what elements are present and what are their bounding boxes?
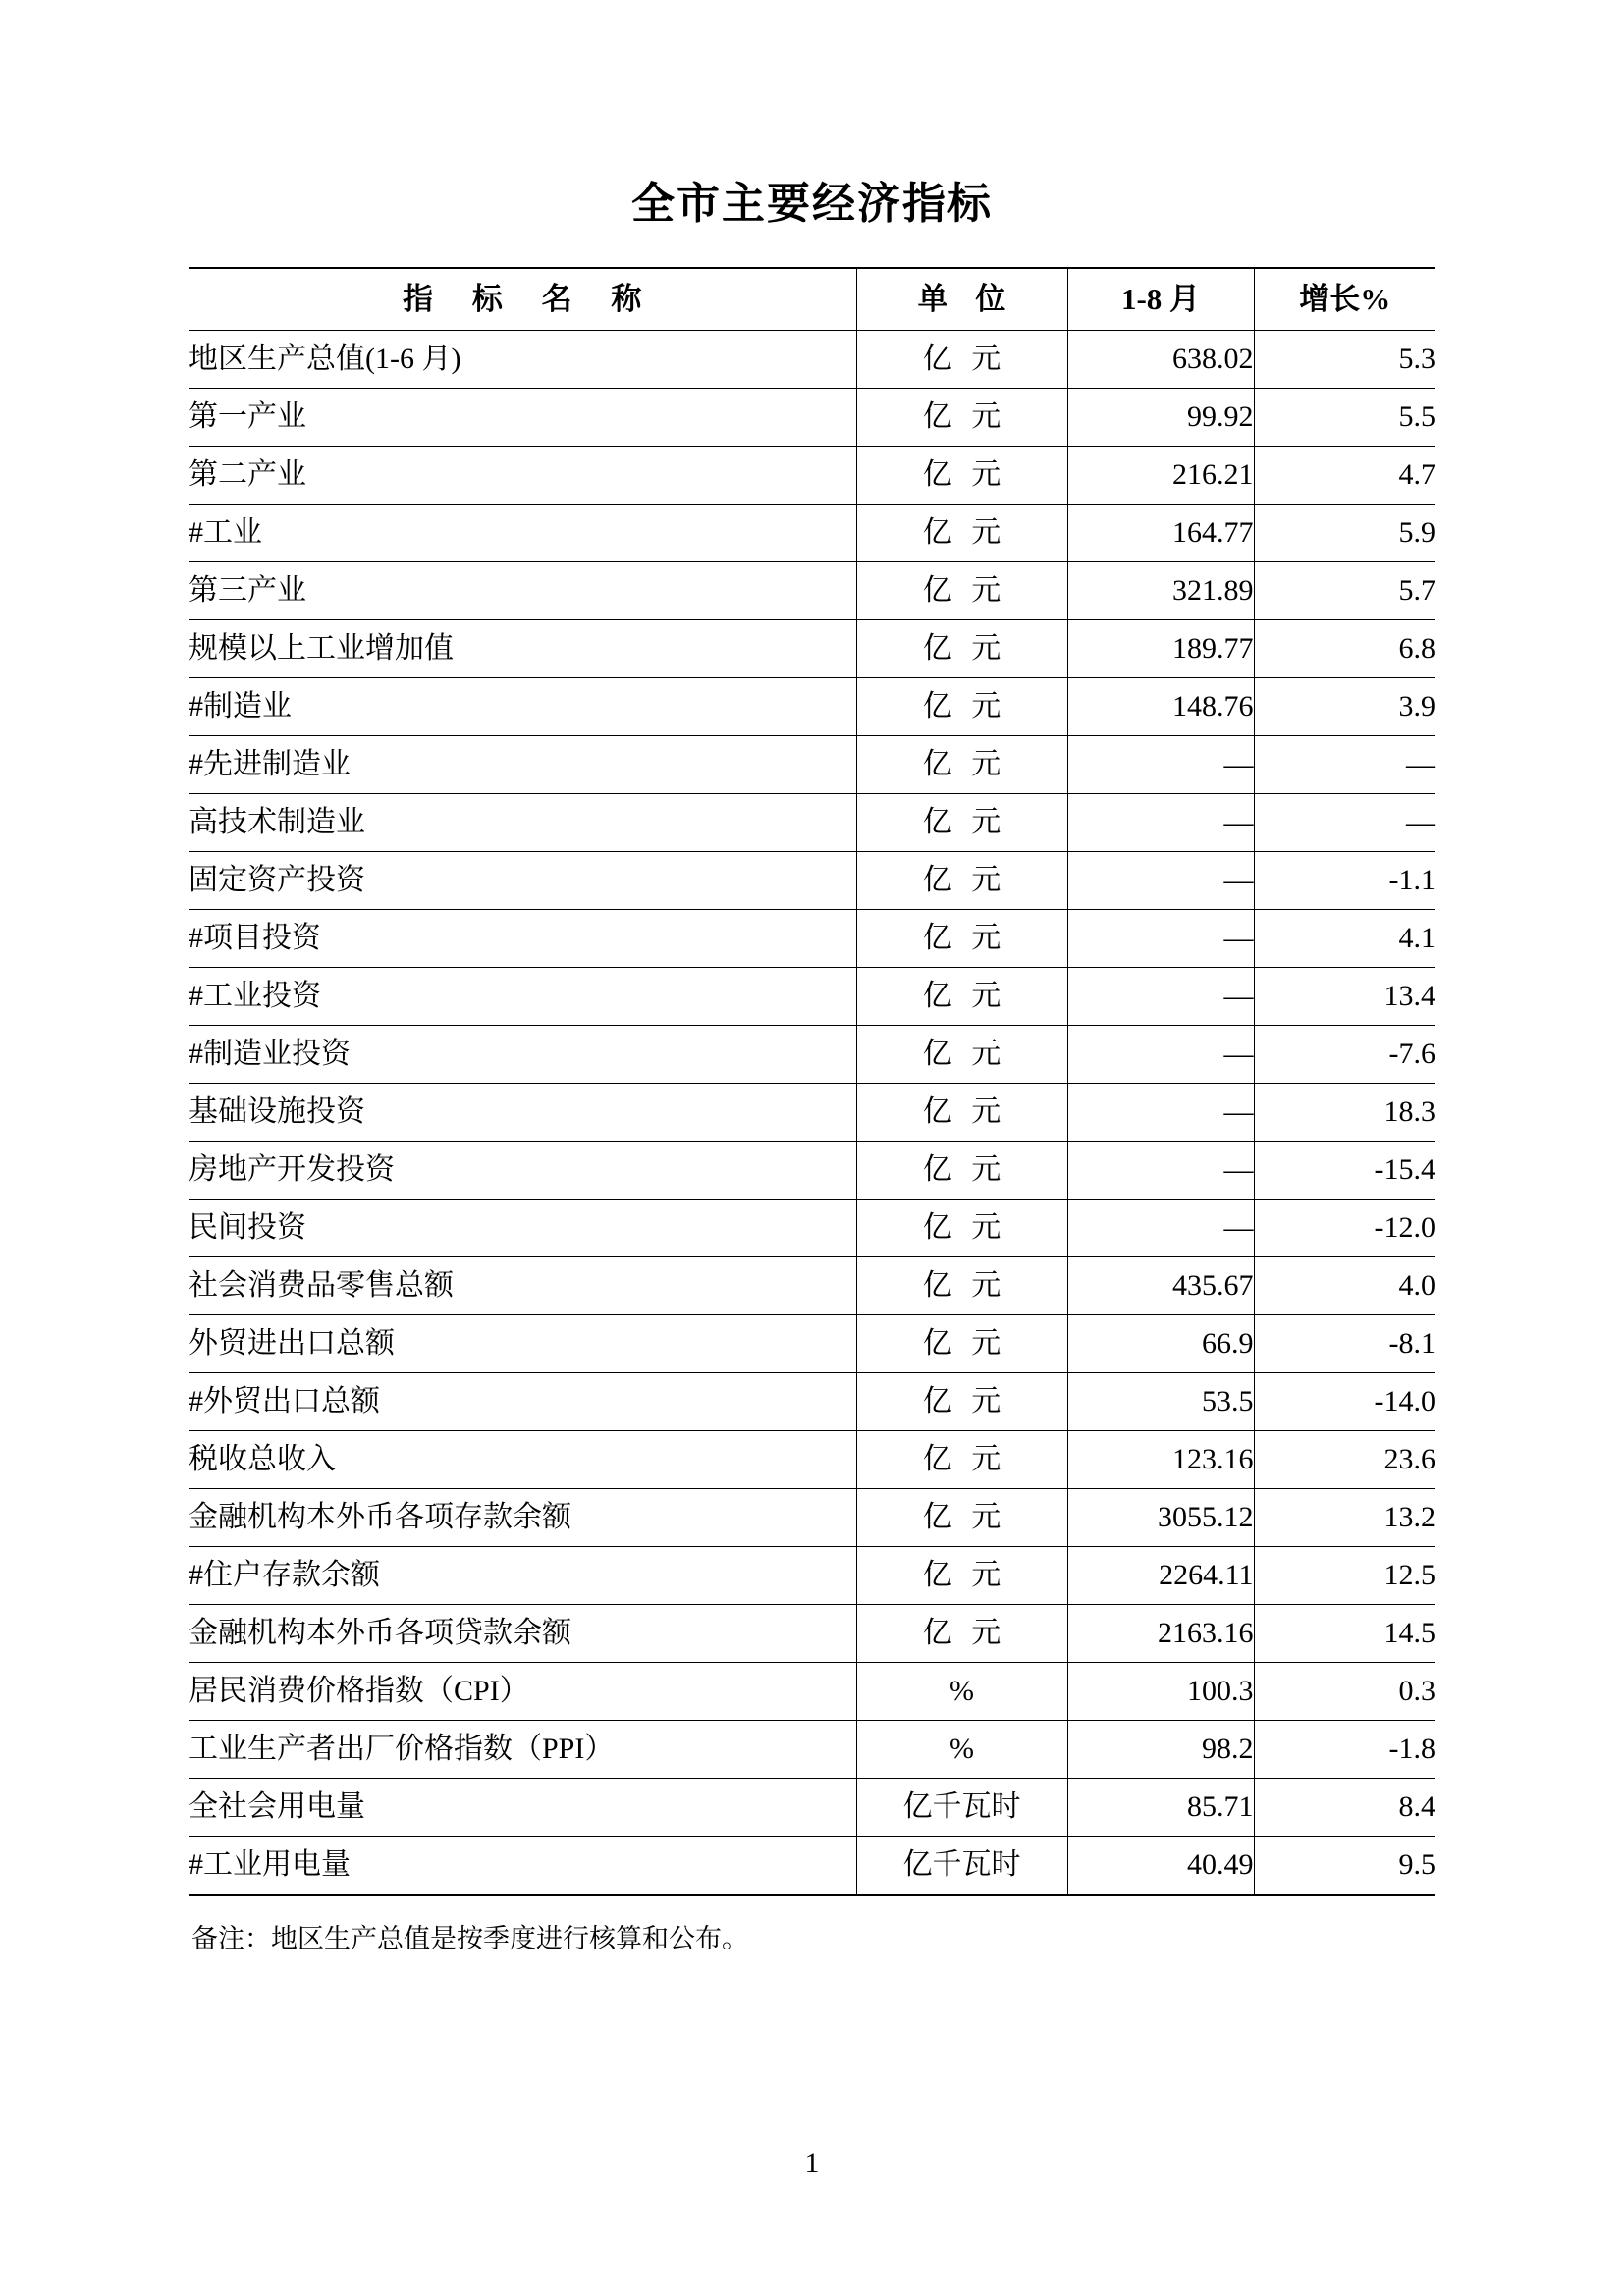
table-row — [189, 561, 1435, 619]
table-row — [189, 1256, 1435, 1314]
table-row — [189, 793, 1435, 851]
table-row — [189, 1720, 1435, 1778]
indicator-name: #先进制造业 — [189, 735, 856, 793]
indicator-value: 66.9 — [1067, 1314, 1254, 1372]
indicator-value: 85.71 — [1067, 1778, 1254, 1836]
indicator-name: 地区生产总值(1-6 月) — [189, 330, 856, 388]
indicator-unit: 亿 元 — [856, 1372, 1067, 1430]
table-note: 备注：地区生产总值是按季度进行核算和公布。 — [191, 1923, 748, 1953]
indicator-unit: 亿 元 — [856, 1199, 1067, 1256]
indicator-growth: 13.4 — [1254, 967, 1435, 1025]
indicator-growth: 4.1 — [1254, 909, 1435, 967]
indicator-growth: -1.8 — [1254, 1720, 1435, 1778]
indicator-growth: 23.6 — [1254, 1430, 1435, 1488]
indicator-value: 148.76 — [1067, 677, 1254, 735]
indicator-name: 固定资产投资 — [189, 851, 856, 909]
indicator-unit: 亿 元 — [856, 388, 1067, 446]
indicator-value: 321.89 — [1067, 561, 1254, 619]
table-row — [189, 967, 1435, 1025]
table-row — [189, 1199, 1435, 1256]
indicator-unit: 亿 元 — [856, 330, 1067, 388]
indicator-name: 高技术制造业 — [189, 793, 856, 851]
table-row — [189, 1025, 1435, 1083]
indicator-value: 53.5 — [1067, 1372, 1254, 1430]
indicator-name: 房地产开发投资 — [189, 1141, 856, 1199]
indicator-value: 40.49 — [1067, 1836, 1254, 1895]
indicator-unit: 亿 元 — [856, 909, 1067, 967]
indicator-unit: 亿 元 — [856, 735, 1067, 793]
indicator-unit: 亿 元 — [856, 1141, 1067, 1199]
table-row — [189, 851, 1435, 909]
indicator-growth: — — [1254, 793, 1435, 851]
indicator-growth: 18.3 — [1254, 1083, 1435, 1141]
column-header-indicator-name: 指 标 名 称 — [189, 268, 856, 331]
table-row — [189, 735, 1435, 793]
indicator-unit: 亿 元 — [856, 1604, 1067, 1662]
indicator-growth: -12.0 — [1254, 1199, 1435, 1256]
indicator-name: #外贸出口总额 — [189, 1372, 856, 1430]
indicator-unit: 亿千瓦时 — [856, 1836, 1067, 1895]
indicator-name: 第二产业 — [189, 446, 856, 504]
indicator-unit: 亿 元 — [856, 446, 1067, 504]
indicator-name: 民间投资 — [189, 1199, 856, 1256]
indicator-growth: 5.5 — [1254, 388, 1435, 446]
indicator-name: #制造业 — [189, 677, 856, 735]
indicator-unit: 亿 元 — [856, 1256, 1067, 1314]
table-row — [189, 1546, 1435, 1604]
indicator-growth: 4.0 — [1254, 1256, 1435, 1314]
page-number: 1 — [804, 2147, 820, 2179]
indicator-growth: 6.8 — [1254, 619, 1435, 677]
table-header-row — [189, 268, 1435, 331]
table-row — [189, 1662, 1435, 1720]
table-row — [189, 677, 1435, 735]
table-row — [189, 1083, 1435, 1141]
indicators-table-container — [189, 230, 1435, 1896]
table-row — [189, 446, 1435, 504]
indicator-value: — — [1067, 909, 1254, 967]
indicator-name: 社会消费品零售总额 — [189, 1256, 856, 1314]
indicator-name: 金融机构本外币各项贷款余额 — [189, 1604, 856, 1662]
indicator-unit: 亿 元 — [856, 1314, 1067, 1372]
indicator-unit: 亿 元 — [856, 561, 1067, 619]
column-header-unit: 单 位 — [856, 268, 1067, 331]
indicator-value: 189.77 — [1067, 619, 1254, 677]
indicator-value: — — [1067, 1083, 1254, 1141]
indicator-value: — — [1067, 967, 1254, 1025]
indicator-growth: 12.5 — [1254, 1546, 1435, 1604]
indicator-value: 216.21 — [1067, 446, 1254, 504]
table-row — [189, 1604, 1435, 1662]
indicator-unit: 亿 元 — [856, 1025, 1067, 1083]
indicator-name: #工业投资 — [189, 967, 856, 1025]
indicator-unit: % — [856, 1720, 1067, 1778]
indicator-value: 164.77 — [1067, 504, 1254, 561]
table-row — [189, 388, 1435, 446]
indicator-name: 外贸进出口总额 — [189, 1314, 856, 1372]
indicator-growth: 13.2 — [1254, 1488, 1435, 1546]
table-row — [189, 1372, 1435, 1430]
indicator-value: 100.3 — [1067, 1662, 1254, 1720]
table-row — [189, 504, 1435, 561]
indicator-growth: 4.7 — [1254, 446, 1435, 504]
indicator-value: 2264.11 — [1067, 1546, 1254, 1604]
indicator-value: 435.67 — [1067, 1256, 1254, 1314]
indicator-value: 123.16 — [1067, 1430, 1254, 1488]
indicator-value: — — [1067, 1141, 1254, 1199]
indicator-name: #项目投资 — [189, 909, 856, 967]
indicator-growth: 3.9 — [1254, 677, 1435, 735]
table-body — [189, 330, 1435, 1895]
indicator-value: — — [1067, 851, 1254, 909]
indicator-value: — — [1067, 1025, 1254, 1083]
indicator-growth: 5.7 — [1254, 561, 1435, 619]
column-header-value: 1-8 月 — [1067, 268, 1254, 331]
indicator-name: #工业 — [189, 504, 856, 561]
indicator-growth: — — [1254, 735, 1435, 793]
indicator-growth: -8.1 — [1254, 1314, 1435, 1372]
indicator-value: 99.92 — [1067, 388, 1254, 446]
indicator-name: 第一产业 — [189, 388, 856, 446]
table-row — [189, 330, 1435, 388]
economic-indicators-table — [189, 267, 1435, 1896]
indicator-name: 工业生产者出厂价格指数（PPI） — [189, 1720, 856, 1778]
indicator-unit: 亿 元 — [856, 504, 1067, 561]
indicator-name: 税收总收入 — [189, 1430, 856, 1488]
table-row — [189, 1141, 1435, 1199]
indicator-name: #工业用电量 — [189, 1836, 856, 1895]
indicator-name: 居民消费价格指数（CPI） — [189, 1662, 856, 1720]
indicator-value: 638.02 — [1067, 330, 1254, 388]
page-title: 全市主要经济指标 — [631, 179, 993, 229]
table-header — [189, 268, 1435, 331]
indicator-unit: % — [856, 1662, 1067, 1720]
indicator-growth: 0.3 — [1254, 1662, 1435, 1720]
indicator-value: 2163.16 — [1067, 1604, 1254, 1662]
table-row — [189, 909, 1435, 967]
indicator-name: 金融机构本外币各项存款余额 — [189, 1488, 856, 1546]
indicator-growth: 8.4 — [1254, 1778, 1435, 1836]
table-row — [189, 1488, 1435, 1546]
table-row — [189, 1430, 1435, 1488]
indicator-growth: -7.6 — [1254, 1025, 1435, 1083]
indicator-unit: 亿 元 — [856, 1546, 1067, 1604]
indicator-value: 98.2 — [1067, 1720, 1254, 1778]
indicator-unit: 亿 元 — [856, 851, 1067, 909]
column-header-growth: 增长% — [1254, 268, 1435, 331]
indicator-growth: -15.4 — [1254, 1141, 1435, 1199]
indicator-growth: -1.1 — [1254, 851, 1435, 909]
indicator-name: 全社会用电量 — [189, 1778, 856, 1836]
indicator-growth: -14.0 — [1254, 1372, 1435, 1430]
indicator-unit: 亿 元 — [856, 1083, 1067, 1141]
table-row — [189, 619, 1435, 677]
indicator-name: #制造业投资 — [189, 1025, 856, 1083]
indicator-growth: 5.9 — [1254, 504, 1435, 561]
indicator-name: 基础设施投资 — [189, 1083, 856, 1141]
indicator-unit: 亿 元 — [856, 793, 1067, 851]
table-row — [189, 1778, 1435, 1836]
indicator-unit: 亿 元 — [856, 967, 1067, 1025]
indicator-value: — — [1067, 735, 1254, 793]
indicator-value: — — [1067, 793, 1254, 851]
indicator-name: 规模以上工业增加值 — [189, 619, 856, 677]
indicator-unit: 亿 元 — [856, 677, 1067, 735]
indicator-name: #住户存款余额 — [189, 1546, 856, 1604]
indicator-growth: 9.5 — [1254, 1836, 1435, 1895]
indicator-value: — — [1067, 1199, 1254, 1256]
indicator-unit: 亿 元 — [856, 1488, 1067, 1546]
indicator-growth: 14.5 — [1254, 1604, 1435, 1662]
indicator-unit: 亿 元 — [856, 619, 1067, 677]
indicator-growth: 5.3 — [1254, 330, 1435, 388]
indicator-unit: 亿 元 — [856, 1430, 1067, 1488]
table-row — [189, 1836, 1435, 1895]
indicator-unit: 亿千瓦时 — [856, 1778, 1067, 1836]
indicator-value: 3055.12 — [1067, 1488, 1254, 1546]
indicator-name: 第三产业 — [189, 561, 856, 619]
table-row — [189, 1314, 1435, 1372]
